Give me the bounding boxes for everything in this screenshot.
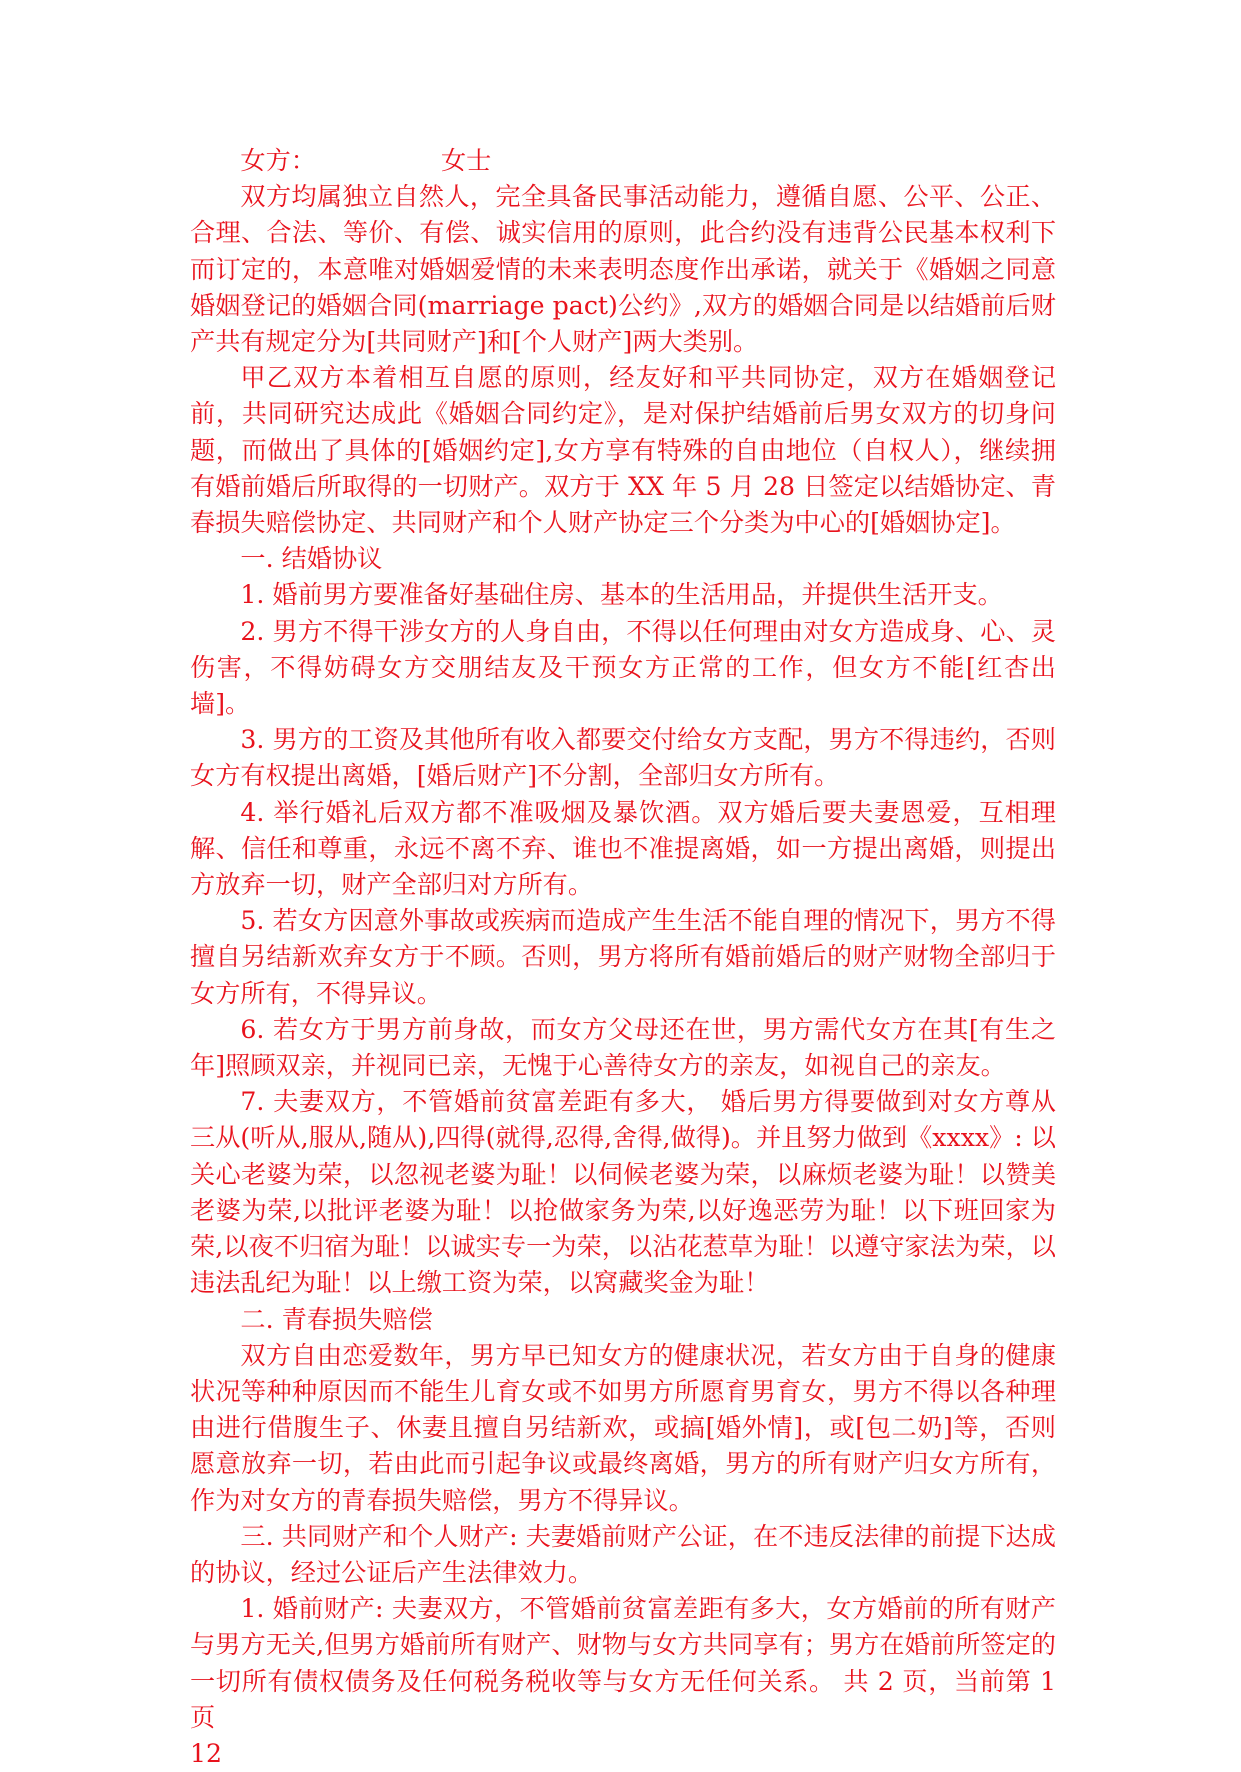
clause-2: 2. 男方不得干涉女方的人身自由，不得以任何理由对女方造成身、心、灵伤害，不得妨碍女方交朋结友及干预女方正常的工作，但女方不能[红杏出墙]。 [190,616,1056,719]
property-clause-1-text: 1. 婚前财产: 夫妻双方，不管婚前贫富差距有多大，女方婚前的所有财产与男方无关,但男方婚前所有财产、财物与女方共同享有；男方在婚前所签定的一切所有债权债务及任何税务税收等与女方无任何关系。 [190,1594,1056,1696]
female-party-label: 女方： [240,146,316,175]
document-page [190,143,1056,1772]
clause-6: 6. 若女方于男方前身故，而女方父母还在世，男方需代女方在其[有生之年]照顾双亲，并视同已亲，无愧于心善待女方的亲友，如视自己的亲友。 [190,1014,1056,1081]
property-clause-1 [190,1591,1056,1736]
clause-3: 3. 男方的工资及其他所有收入都要交付给女方支配，男方不得违约，否则女方有权提出离婚，[婚后财产]不分割，全部归女方所有。 [190,725,1056,791]
female-party-line [190,143,1056,179]
page-number: 12 [190,1738,223,1768]
clause-5: 5. 若女方因意外事故或疾病而造成产生生活不能自理的情况下，男方不得擅自另结新欢弃女方于不顾。否则，男方将所有婚前婚后的财产财物全部归于女方所有，不得异议。 [190,906,1056,1008]
section-heading-property: 三. 共同财产和个人财产: 夫妻婚前财产公证，在不违反法律的前提下达成的协议，经过公证后产生法律效力。 [190,1521,1056,1587]
page-info: 共 2 页，当前第 1 页 [190,1666,1056,1732]
clause-7: 7. 夫妻双方，不管婚前贫富差距有多大， 婚后男方得要做到对女方尊从三从(听从,服从,随从),四得(就得,忍得,舍得,做得)。并且努力做到《xxxx》: 以关心老婆为荣，以忽视老婆为耻！以伺候老婆为荣，以麻烦老婆为耻！以赞美老婆为荣,以批评老婆为耻！以抢做家务为荣,以好逸恶劳为耻！以下班回家为荣,以夜不归宿为耻！以诚实专一为荣，以沾花惹草为耻！以遵守家法为荣，以违法乱纪为耻！以上缴工资为荣，以窝藏奖金为耻！ [190,1087,1056,1298]
intro-paragraph-1: 双方均属独立自然人，完全具备民事活动能力，遵循自愿、公平、公正、合理、合法、等价、有偿、诚实信用的原则，此合约没有违背公民基本权利下而订定的，本意唯对婚姻爱情的未来表明态度作出承诺，就关于《婚姻之同意婚姻登记的婚姻合同(marriage pact)公约》,双方的婚姻合同是以结婚前后财产共有规定分为[共同财产]和[个人财产]两大类别。 [190,182,1056,357]
intro-paragraph-2: 甲乙双方本着相互自愿的原则，经友好和平共同协定，双方在婚姻登记前，共同研究达成此《婚姻合同约定》，是对保护结婚前后男女双方的切身问题，而做出了具体的[婚姻约定],女方享有特殊的自由地位（自权人），继续拥有婚前婚后所取得的一切财产。双方于 XX 年 5 月 28 日签定以结婚协定、青春损失赔偿协定、共同财产和个人财产协定三个分类为中心的[婚姻协定]。 [190,363,1056,538]
section-heading-marriage-agreement: 一. 结婚协议 [240,544,383,574]
clause-4: 4. 举行婚礼后双方都不准吸烟及暴饮酒。双方婚后要夫妻恩爱，互相理解、信任和尊重，永远不离不弃、谁也不准提离婚，如一方提出离婚，则提出方放弃一切，财产全部归对方所有。 [190,797,1056,900]
youth-compensation-body: 双方自由恋爱数年，男方早已知女方的健康状况，若女方由于自身的健康状况等种种原因而不能生儿育女或不如男方所愿育男育女，男方不得以各种理由进行借腹生子、休妻且擅自另结新欢，或搞[婚外情]，或[包二奶]等，否则愿意放弃一切，若由此而引起争议或最终离婚，男方的所有财产归女方所有，作为对女方的青春损失赔偿，男方不得异议。 [190,1340,1056,1515]
section-heading-youth-compensation: 二. 青春损失赔偿 [240,1304,433,1334]
clause-1: 1. 婚前男方要准备好基础住房、基本的生活用品，并提供生活开支。 [240,580,1003,610]
female-party-title: 女士 [440,146,492,175]
